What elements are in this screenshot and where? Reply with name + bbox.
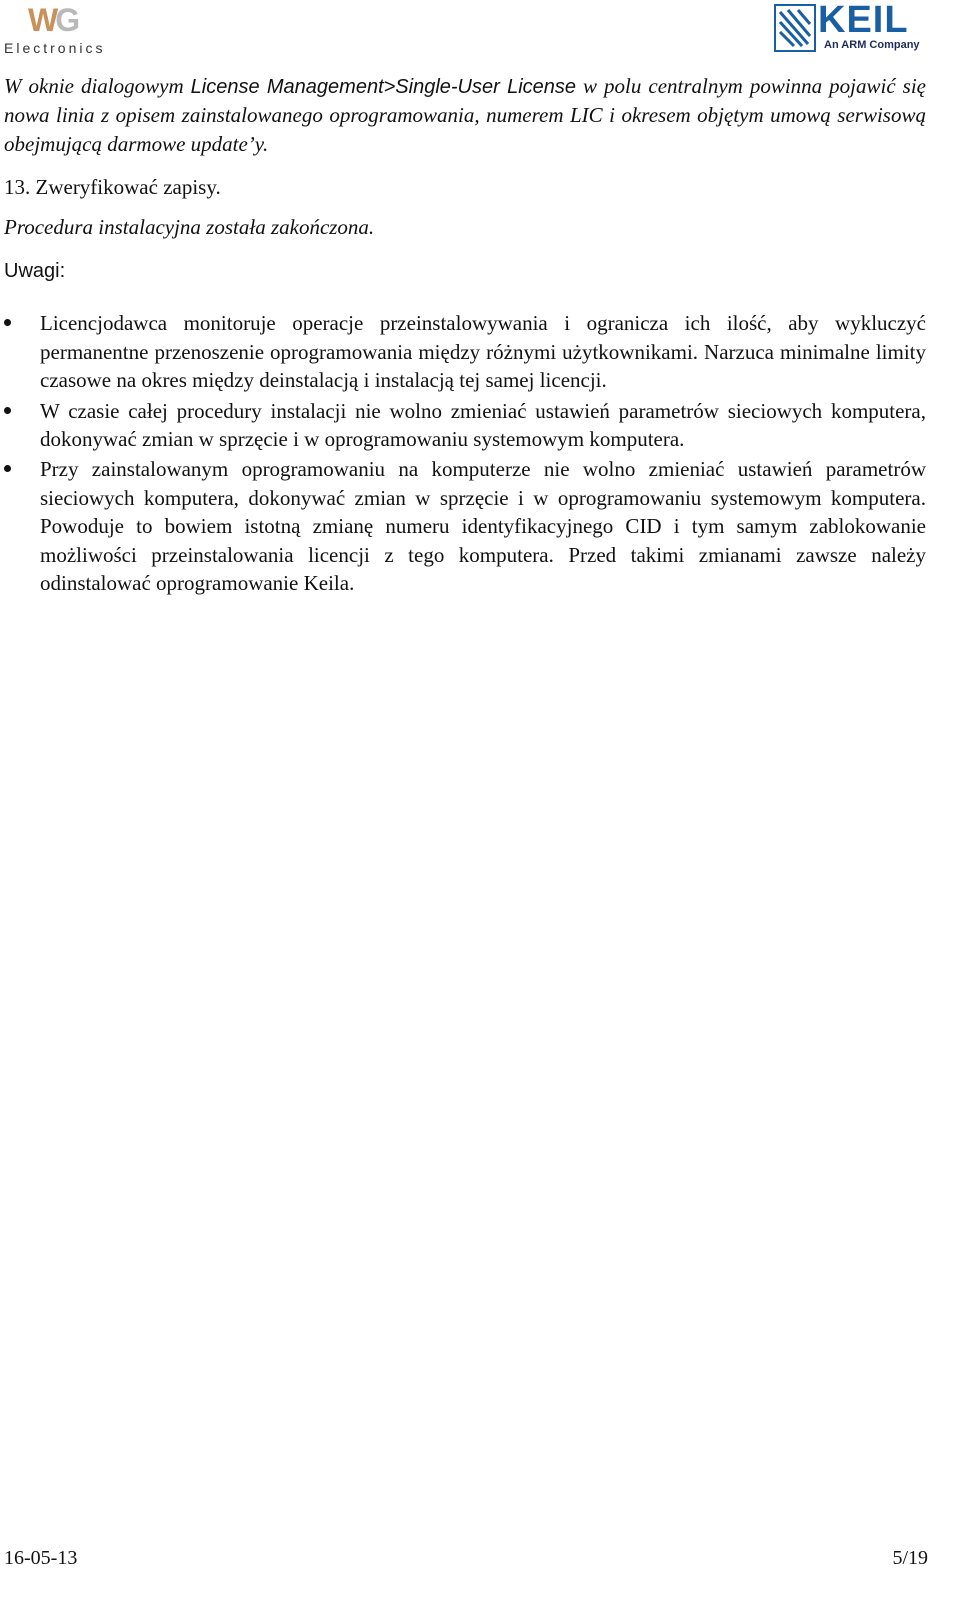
- dialog-name: License Management>Single-User License: [190, 76, 577, 98]
- wg-logo-subtitle: Electronics: [4, 40, 106, 56]
- keil-emblem-icon: [774, 4, 816, 52]
- list-item: Licencjodawca monitoruje operacje przeinstalowywania i ogranicza ich ilość, aby wykluczyć permanentne przenoszenie oprogramowania między różnymi użytkownikami. Narzuca minimalne limity czasowe na okres między deinstalacją i instalacją tej samej licencji.: [4, 309, 926, 394]
- footer-date: 16-05-13: [4, 1547, 78, 1569]
- wg-logo-mark: WG: [28, 2, 78, 38]
- document-body: [4, 72, 926, 600]
- keil-logo-word: KEIL: [818, 0, 909, 41]
- notes-heading: Uwagi:: [4, 260, 66, 283]
- step-13: 13. Zweryfikować zapisy.: [4, 175, 221, 200]
- bullet-icon: [4, 465, 11, 472]
- bullet-icon: [4, 407, 11, 414]
- keil-logo-subtitle: An ARM Company: [824, 39, 920, 51]
- wg-electronics-logo: [4, 2, 124, 58]
- completion-note: Procedura instalacyjna została zakończona.: [4, 214, 375, 239]
- list-item: Przy zainstalowanym oprogramowaniu na komputerze nie wolno zmieniać ustawień parametrów sieciowych komputera, dokonywać zmian w sprzęcie i w oprogramowaniu systemowym komputera. Powoduje to bowiem istotną zmianę numeru identyfikacyjnego CID i tym samym zablokowanie możliwości przeinstalowania licencji z tego komputera. Przed takimi zmianami zawsze należy odinstalować oprogramowanie Keila.: [4, 455, 926, 597]
- list-item: W czasie całej procedury instalacji nie wolno zmieniać ustawień parametrów sieciowych komputera, dokonywać zmian w sprzęcie i w oprogramowaniu systemowym komputera.: [4, 397, 926, 454]
- keil-logo: [774, 0, 926, 52]
- bullet-icon: [4, 319, 11, 326]
- footer-page-number: 5/19: [892, 1547, 928, 1569]
- intro-paragraph: W oknie dialogowym License Management>Single-User License w polu centralnym powinna pojawić się nowa linia z opisem zainstalowanego oprogramowania, numerem LIC i okresem objętym umową serwisową obejmującą darmowe update’y.: [4, 74, 926, 156]
- notes-list: [4, 309, 926, 597]
